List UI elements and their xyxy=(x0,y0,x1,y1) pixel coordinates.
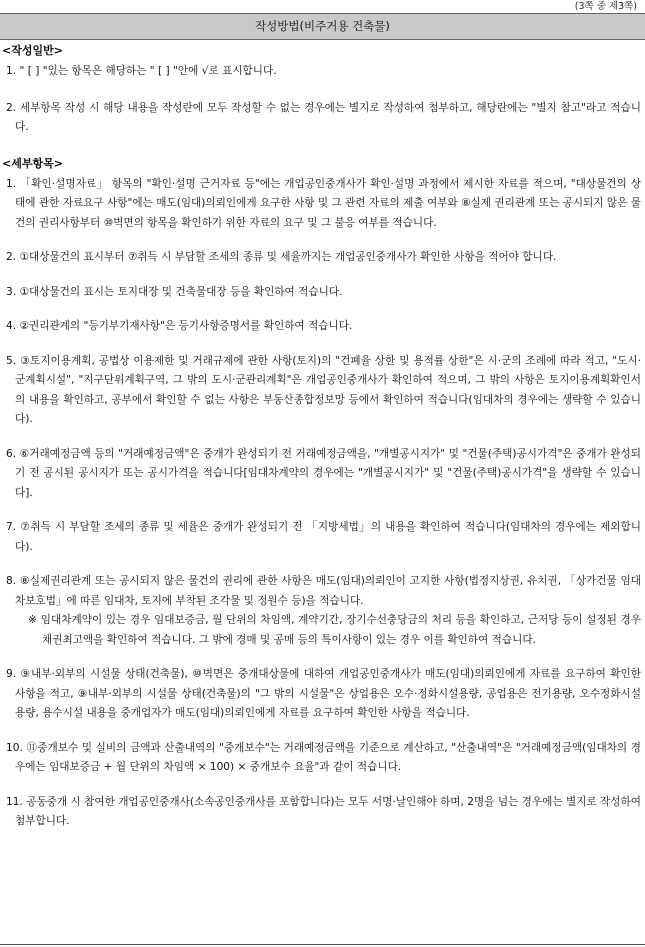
detail-item-4: 4. ②권리관계의 "등기부기재사항"은 등기사항증명서를 확인하여 적습니다. xyxy=(6,320,353,332)
general-item-1: 1. " [ ] "있는 항목은 해당하는 " [ ] "안에 √로 표시합니다. xyxy=(6,65,277,77)
page-number: (3쪽 중 제3쪽) xyxy=(574,1,637,12)
section-heading-general: <작성일반> xyxy=(2,44,63,57)
document-title: 작성방법(비주거용 건축물) xyxy=(0,13,645,40)
section-heading-detail: <세부항목> xyxy=(2,156,63,170)
detail-item-2: 2. ①대상물건의 표시부터 ⑦취득 시 부담할 조세의 종류 및 세율까지는 개업공인중개사가 확인한 사항을 적어야 합니다. xyxy=(6,251,557,263)
detail-item-11: 11. 공동중개 시 참여한 개업공인중개사(소속공인중개사를 포함합니다)는 모두 서명·날인해야 하며, 2명을 넘는 경우에는 별지로 작성하여 첨부합니다. xyxy=(6,795,641,827)
detail-item-6: 6. ⑥거래예정금액 등의 "거래예정금액"은 중개가 완성되기 전 거래예정금액을, "개별공시지가" 및 "건물(주택)공시가격"은 중개가 완성되기 전 공시된 공시지가 또는 공시가격을 적습니다[임대차계약의 경우에는 "개별공시지가" 및 "건물(주택)공시가격"을 생략할 수 있습니다]. xyxy=(6,447,641,499)
detail-item-3: 3. ①대상물건의 표시는 토지대장 및 건축물대장 등을 확인하여 적습니다. xyxy=(6,285,343,298)
detail-item-5: 5. ③토지이용계획, 공법상 이용제한 및 거래규제에 관한 사항(토지)의 "건폐율 상한 및 용적률 상한"은 시·군의 조례에 따라 적고, "도시·군계획시설", "지구단위계획구역, 그 밖의 도시·군관리계획"은 개업공인중개사가 확인하여 적으며, 그 밖의 사항은 토지이용계획확인서의 내용을 확인하고, 공부에서 확인할 수 없는 사항은 부동산종합정보망 등에서 확인하여 적습니다(임대차의 경우에는 생략할 수 있습니다). xyxy=(6,354,641,425)
detail-item-8: 8. ⑧실제권리관계 또는 공시되지 않은 물건의 권리에 관한 사항은 매도(임대)의뢰인이 고지한 사항(법정지상권, 유치권, 「상가건물 임대차보호법」에 따른 임대차, 토지에 부착된 조각물 및 정원수 등)을 적습니다. xyxy=(6,575,641,607)
general-item-2: 2. 세부항목 작성 시 해당 내용을 작성란에 모두 작성할 수 없는 경우에는 별지로 작성하여 첨부하고, 해당란에는 "별지 참고"라고 적습니다. xyxy=(6,101,641,133)
bottom-rule xyxy=(0,944,645,945)
detail-item-7: 7. ⑦취득 시 부담할 조세의 종류 및 세율은 중개가 완성되기 전 「지방세법」의 내용을 확인하여 적습니다(임대차의 경우에는 제외합니다). xyxy=(6,521,641,553)
detail-item-10: 10. ⑪중개보수 및 실비의 금액과 산출내역의 "중개보수"는 거래예정금액을 기준으로 계산하고, "산출내역"은 "거래예정금액(임대차의 경우에는 임대보증금 + 월 단위의 차임액 × 100) × 중개보수 요율"과 같이 적습니다. xyxy=(6,741,641,773)
detail-item-8-note: ※ 임대차계약이 있는 경우 임대보증금, 월 단위의 차임액, 계약기간, 장기수선충당금의 처리 등을 확인하고, 근저당 등이 설정된 경우 채권최고액을 확인하여 적습니다. 그 밖에 경매 및 공매 등의 특이사항이 있는 경우 이를 확인하여 적습니다. xyxy=(28,614,641,646)
document-body xyxy=(0,42,645,832)
detail-item-1: 1. 「확인·설명자료」 항목의 "확인·설명 근거자료 등"에는 개업공인중개사가 확인·설명 과정에서 제시한 자료를 적으며, "대상물건의 상태에 관한 자료요구 사항"에는 매도(임대)의뢰인에게 요구한 사항 및 그 관련 자료의 제출 여부와 ⑧실제 권리관계 또는 공시되지 않은 물건의 권리사항부터 ⑩벽면의 항목을 확인하기 위한 자료의 요구 및 그 불응 여부를 적습니다. xyxy=(6,177,641,229)
detail-item-9: 9. ⑨내부·외부의 시설물 상태(건축물), ⑩벽면은 중개대상물에 대하여 개업공인중개사가 매도(임대)의뢰인에게 자료를 요구하여 확인한 사항을 적고, ⑨내부·외부의 시설물 상태(건축물)의 "그 밖의 시설물"은 상업용은 오수·정화시설용량, 공업용은 전기용량, 오수정화시설용량, 용수시설 내용을 중개업자가 매도(임대)의뢰인에게 자료를 요구하여 확인한 사항을 적습니다. xyxy=(6,668,641,719)
